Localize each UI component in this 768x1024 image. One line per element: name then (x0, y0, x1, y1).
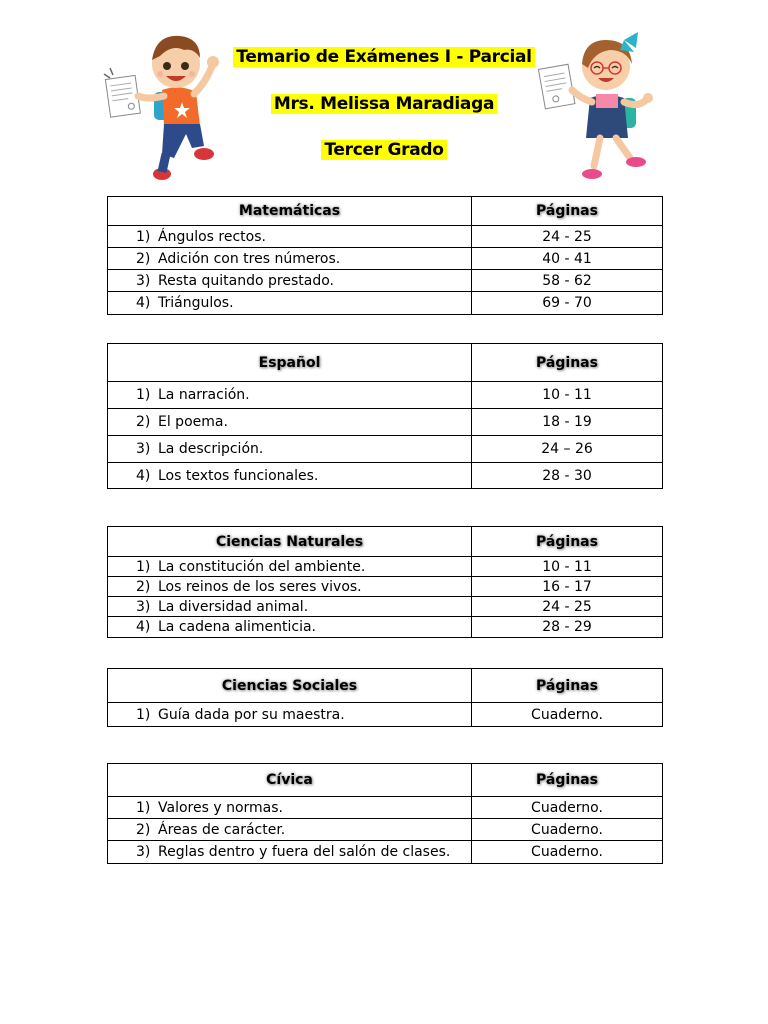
table-row (108, 597, 663, 617)
table-header-row (108, 527, 663, 557)
pages-heading: Páginas (472, 669, 663, 703)
pages-cell: Cuaderno. (472, 819, 663, 841)
topic-cell: 1) Valores y normas. (108, 797, 472, 819)
table-row (108, 841, 663, 864)
table-header-row (108, 197, 663, 226)
pages-cell: 28 - 29 (472, 617, 663, 638)
topic-cell: 1) Guía dada por su maestra. (108, 703, 472, 727)
topic-cell: 4) Los textos funcionales. (108, 463, 472, 489)
document-header (0, 0, 768, 195)
teacher-name-text: Mrs. Melissa Maradiaga (271, 94, 497, 114)
table-row (108, 797, 663, 819)
topic-cell: 2) Los reinos de los seres vivos. (108, 577, 472, 597)
subject-heading: Cívica (108, 764, 472, 797)
table-header-row (108, 669, 663, 703)
pages-cell: 10 - 11 (472, 557, 663, 577)
topic-cell: 3) Resta quitando prestado. (108, 270, 472, 292)
pages-heading: Páginas (472, 764, 663, 797)
subject-heading: Matemáticas (108, 197, 472, 226)
pages-cell: Cuaderno. (472, 703, 663, 727)
table-row (108, 382, 663, 409)
subject-heading: Ciencias Sociales (108, 669, 472, 703)
table-row (108, 557, 663, 577)
table-row (108, 292, 663, 315)
table-row (108, 577, 663, 597)
topic-cell: 1) La constitución del ambiente. (108, 557, 472, 577)
topic-cell: 3) La diversidad animal. (108, 597, 472, 617)
ciencias-naturales-table (107, 526, 663, 638)
grade-level-text: Tercer Grado (321, 140, 446, 160)
table-row (108, 703, 663, 727)
topic-cell: 1) Ángulos rectos. (108, 226, 472, 248)
pages-heading: Páginas (472, 197, 663, 226)
pages-cell: Cuaderno. (472, 797, 663, 819)
ciencias-sociales-table (107, 668, 663, 727)
table-row (108, 270, 663, 292)
pages-heading: Páginas (472, 527, 663, 557)
matematicas-table (107, 196, 663, 315)
subject-heading: Español (108, 344, 472, 382)
table-row (108, 617, 663, 638)
topic-cell: 2) Áreas de carácter. (108, 819, 472, 841)
table-header-row (108, 344, 663, 382)
pages-cell: 69 - 70 (472, 292, 663, 315)
table-row (108, 819, 663, 841)
topic-cell: 1) La narración. (108, 382, 472, 409)
pages-cell: 28 - 30 (472, 463, 663, 489)
topic-cell: 3) La descripción. (108, 436, 472, 463)
topic-cell: 4) Triángulos. (108, 292, 472, 315)
table-row (108, 436, 663, 463)
topic-cell: 2) Adición con tres números. (108, 248, 472, 270)
table-row (108, 409, 663, 436)
pages-cell: 16 - 17 (472, 577, 663, 597)
pages-heading: Páginas (472, 344, 663, 382)
subject-heading: Ciencias Naturales (108, 527, 472, 557)
pages-cell: 18 - 19 (472, 409, 663, 436)
exam-title-text: Temario de Exámenes I - Parcial (233, 47, 534, 67)
table-row (108, 248, 663, 270)
pages-cell: Cuaderno. (472, 841, 663, 864)
table-row (108, 226, 663, 248)
espanol-table (107, 343, 663, 489)
topic-cell: 3) Reglas dentro y fuera del salón de clases. (108, 841, 472, 864)
pages-cell: 24 - 25 (472, 226, 663, 248)
pages-cell: 24 - 25 (472, 597, 663, 617)
pages-cell: 58 - 62 (472, 270, 663, 292)
girl-with-paper-illustration (538, 28, 663, 188)
pages-cell: 10 - 11 (472, 382, 663, 409)
table-row (108, 463, 663, 489)
table-header-row (108, 764, 663, 797)
pages-cell: 40 - 41 (472, 248, 663, 270)
civica-table (107, 763, 663, 864)
pages-cell: 24 – 26 (472, 436, 663, 463)
topic-cell: 2) El poema. (108, 409, 472, 436)
topic-cell: 4) La cadena alimenticia. (108, 617, 472, 638)
